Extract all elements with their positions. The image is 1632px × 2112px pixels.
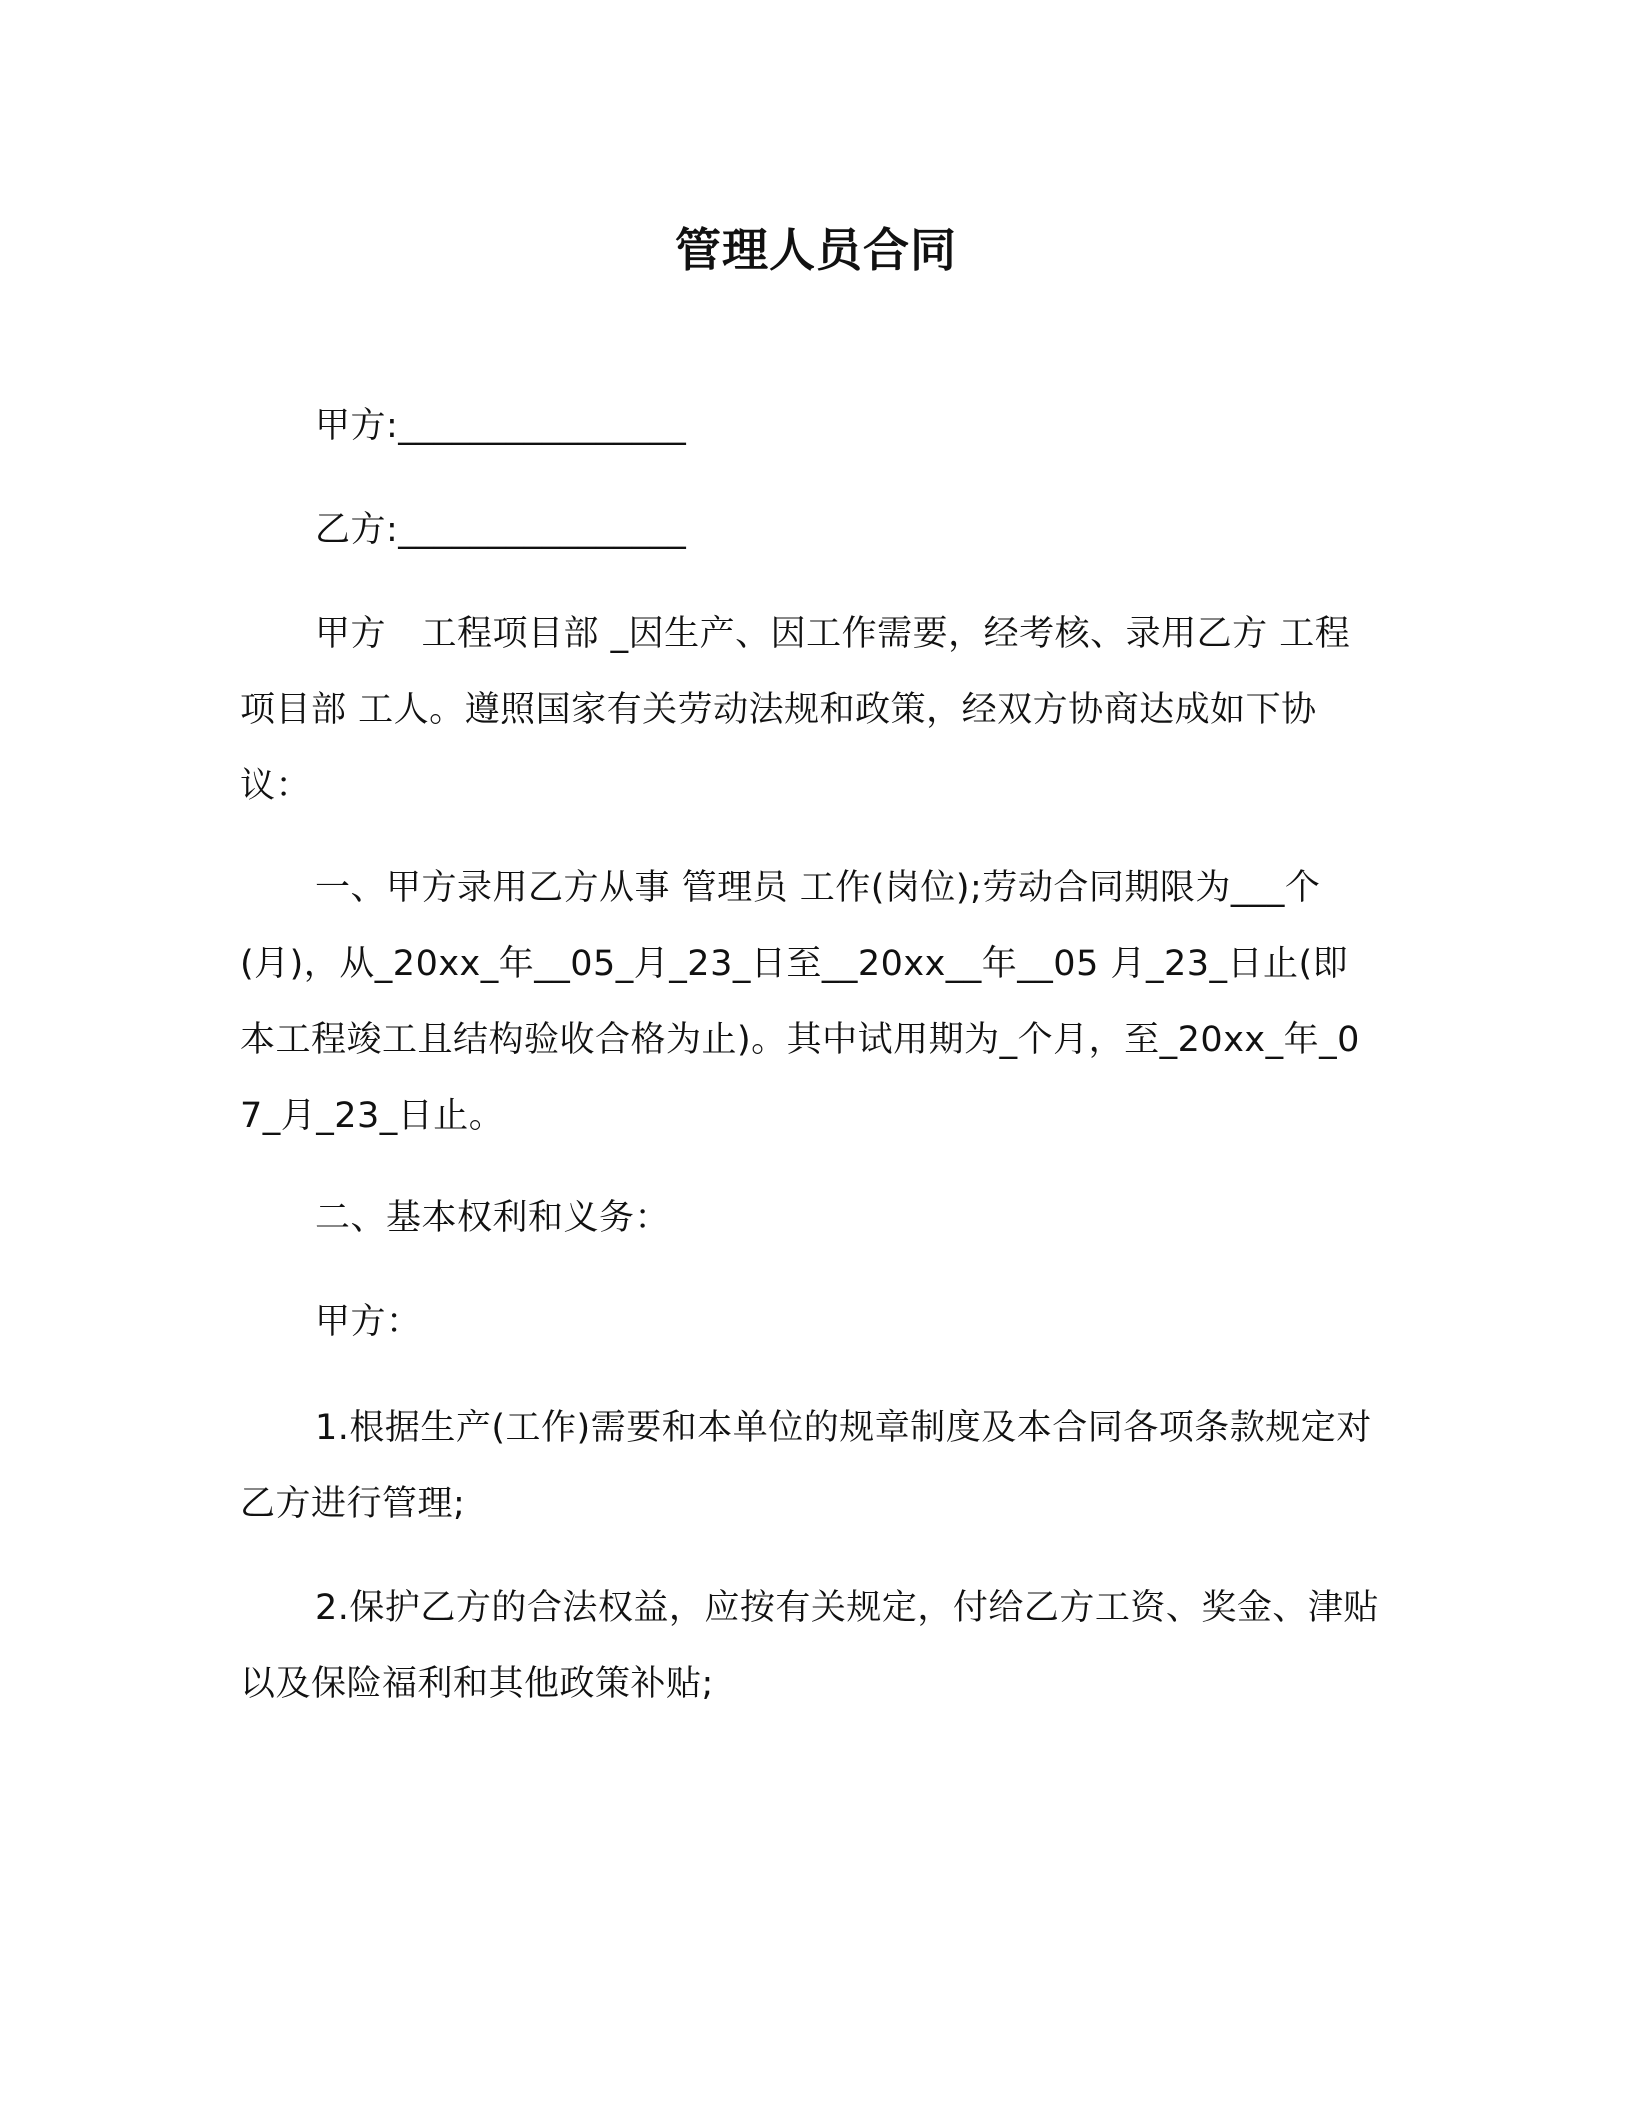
item-2-paragraph: 2.保护乙方的合法权益，应按有关规定，付给乙方工资、奖金、津贴以及保险福利和其他政策补贴; (240, 1588, 1379, 1704)
party-b-line: 乙方:________________ (315, 510, 687, 550)
party-a-label: 甲方： (315, 1302, 422, 1342)
item-1-paragraph: 1.根据生产(工作)需要和本单位的规章制度及本合同各项条款规定对乙方进行管理; (240, 1408, 1372, 1524)
party-a-line: 甲方:________________ (315, 406, 687, 446)
intro-paragraph: 甲方 工程项目部 _因生产、因工作需要，经考核、录用乙方 工程项目部 工人。遵照国家有关劳动法规和政策，经双方协商达成如下协议： (240, 614, 1351, 806)
clause-2-heading: 二、基本权利和义务： (315, 1198, 671, 1238)
document-title: 管理人员合同 (675, 223, 957, 277)
clause-1-paragraph: 一、甲方录用乙方从事 管理员 工作(岗位);劳动合同期限为___个(月)，从_20xx_年__05_月_23_日至__20xx__年__05 月_23_日止(即本工程竣工且结构验收合格为止)。其中试用期为_个月，至_20xx_年_07_月_23_日止。 (240, 868, 1360, 1136)
